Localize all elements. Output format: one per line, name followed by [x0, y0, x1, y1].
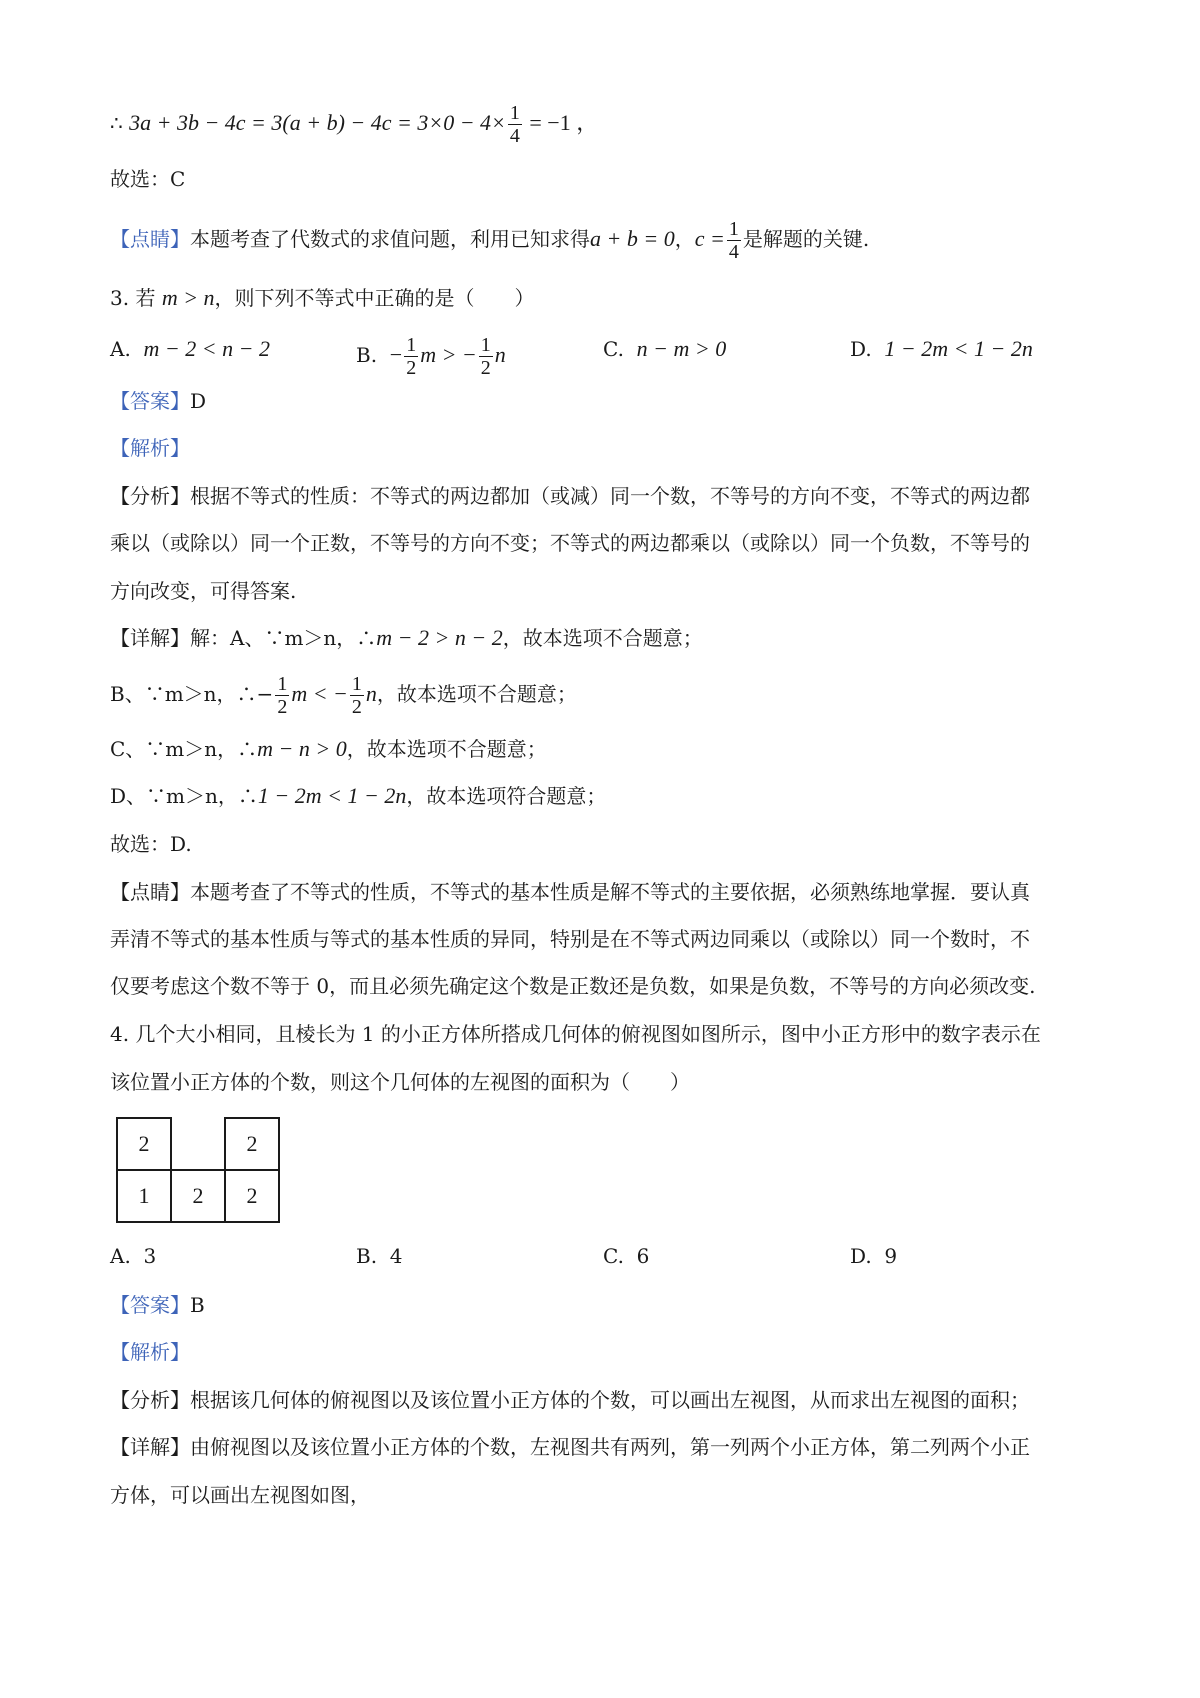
q4-answer: 【答案】B	[110, 1293, 205, 1317]
q4-option-a: A. 3	[110, 1244, 157, 1268]
q3-option-a: A. m − 2 < n − 2	[110, 336, 270, 361]
question-4-line-1: 4. 几个大小相同，且棱长为 1 的小正方体所搭成几何体的俯视图如图所示，图中小正方形中的数字表示在	[110, 1022, 1041, 1046]
q3-solution-c: C、∵m＞n，∴m − n > 0，故本选项不合题意；	[110, 736, 547, 761]
q3-option-d: D. 1 − 2m < 1 − 2n	[850, 336, 1033, 361]
question-4-line-2: 该位置小正方体的个数，则这个几何体的左视图的面积为（ ）	[110, 1070, 690, 1094]
q4-option-c: C. 6	[603, 1244, 650, 1268]
therefore-symbol: ∴	[110, 111, 123, 135]
question-3-stem: 3. 若 m > n，则下列不等式中正确的是（ ）	[110, 285, 535, 310]
equation-line-1	[110, 102, 598, 147]
equation-expression: 3a + 3b − 4c = 3(a + b) − 4c = 3×0 − 4×	[129, 110, 506, 135]
remark-paragraph-q2: 【点睛】本题考查了代数式的求值问题，利用已知求得a + b = 0，c = $\frac{1}{4}$ 是解题的关键.	[110, 218, 870, 263]
grid-cell-r1c1: 2	[116, 1117, 172, 1171]
q3-solution-b: B、∵m＞n，∴− $\frac{1}{2}$ m < − $\frac{1}{2}$ n，故本选项不合题意；	[110, 673, 577, 718]
q3-analysis-heading: 【解析】	[110, 436, 190, 460]
q3-solution-d: D、∵m＞n，∴1 − 2m < 1 − 2n，故本选项符合题意；	[110, 783, 607, 808]
q3-solution-end: 故选：D.	[110, 832, 192, 856]
remark-tag: 【点睛】	[110, 227, 190, 251]
q4-option-d: D. 9	[850, 1244, 898, 1268]
answer-tag: 【答案】	[110, 1293, 190, 1317]
grid-cell-r2c1: 1	[116, 1169, 172, 1223]
answer-tag: 【答案】	[110, 389, 190, 413]
top-view-grid	[116, 1117, 278, 1221]
q3-answer: 【答案】D	[110, 389, 207, 413]
q3-remark-line-2: 弄清不等式的基本性质与等式的基本性质的异同，特别是在不等式两边同乘以（或除以）同一个数时，不	[110, 927, 1030, 951]
fraction-one-quarter-c: $\frac{1}{4}$	[728, 218, 739, 263]
answer-choice-c: 故选：C	[110, 167, 186, 191]
q4-analysis-line-1: 【分析】根据该几何体的俯视图以及该位置小正方体的个数，可以画出左视图，从而求出左视图的面积；	[110, 1388, 1030, 1412]
q3-analysis-line-1: 【分析】根据不等式的性质：不等式的两边都加（或减）同一个数，不等号的方向不变，不等式的两边都	[110, 484, 1030, 508]
grid-cell-r2c2: 2	[170, 1169, 226, 1223]
q3-analysis-line-2: 乘以（或除以）同一个正数，不等号的方向不变；不等式的两边都乘以（或除以）同一个负数，不等号的	[110, 531, 1030, 555]
grid-cell-r2c3: 2	[224, 1169, 280, 1223]
grid-cell-r1c3: 2	[224, 1117, 280, 1171]
q4-solution-line-1: 【详解】由俯视图以及该位置小正方体的个数，左视图共有两列，第一列两个小正方体，第二列两个小正	[110, 1435, 1030, 1459]
q3-solution-a: 【详解】解：A、∵m＞n，∴m − 2 > n − 2，故本选项不合题意；	[110, 625, 703, 650]
q3-option-b: B. − $\frac{1}{2}$ m > − $\frac{1}{2}$ n	[356, 334, 506, 379]
q4-analysis-heading: 【解析】	[110, 1340, 190, 1364]
q4-solution-line-2: 方体，可以画出左视图如图，	[110, 1483, 370, 1507]
q3-remark-line-3: 仅要考虑这个数不等于 0，而且必须先确定这个数是正数还是负数，如果是负数，不等号的方向必须改变.	[110, 974, 1036, 998]
q3-option-c: C. n − m > 0	[603, 336, 727, 361]
q4-option-b: B. 4	[356, 1244, 403, 1268]
q3-analysis-line-3: 方向改变，可得答案.	[110, 579, 297, 603]
q3-remark-line-1: 【点睛】本题考查了不等式的性质，不等式的基本性质是解不等式的主要依据，必须熟练地掌握．要认真	[110, 880, 1030, 904]
equation-result: = −1 ，	[523, 110, 599, 135]
fraction-one-quarter: $\frac{1}{4}$	[509, 102, 520, 147]
